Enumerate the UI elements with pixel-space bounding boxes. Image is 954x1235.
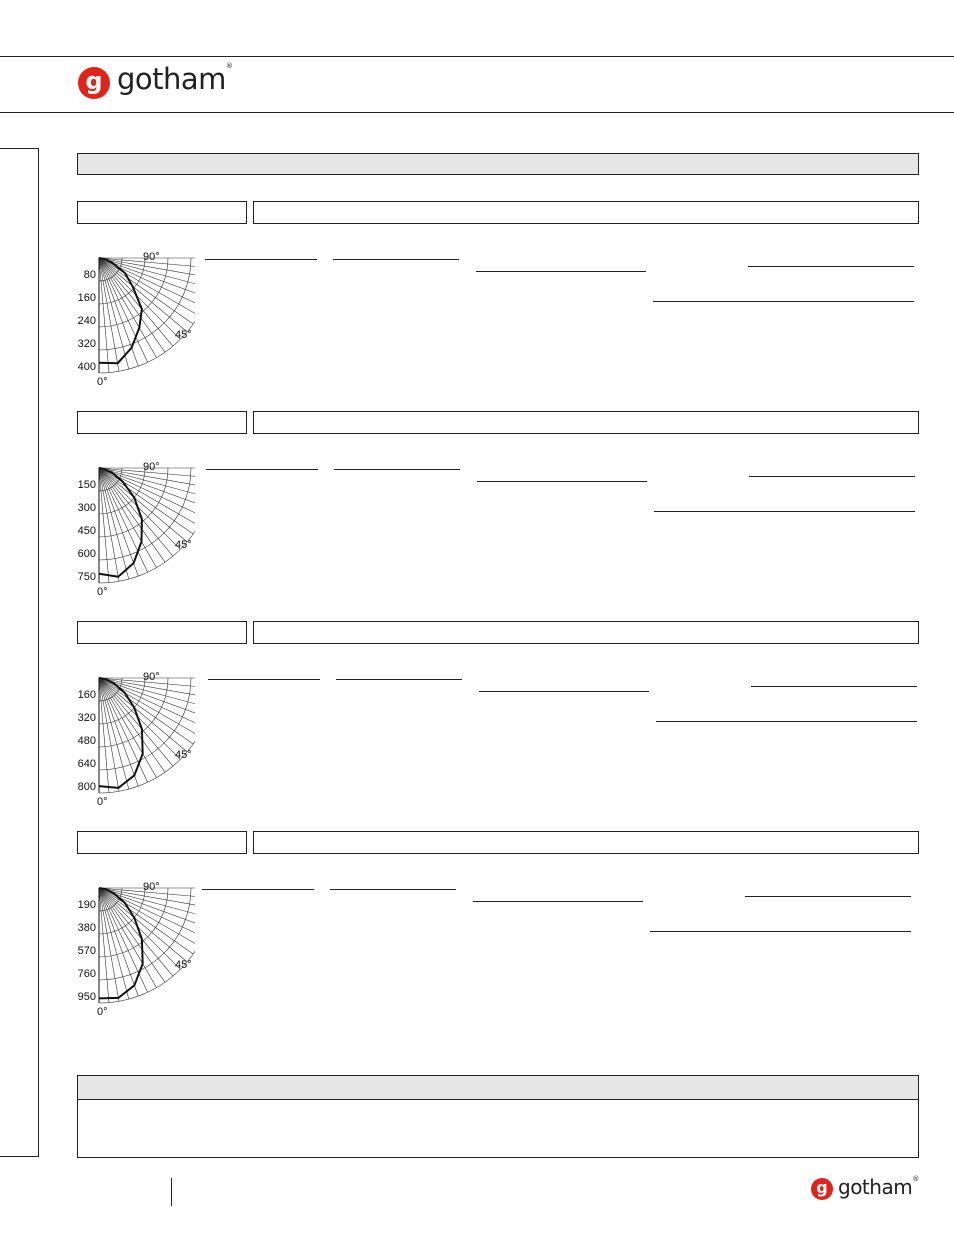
brand-name: gotham: [838, 1175, 913, 1199]
section-header-bar: [77, 153, 919, 175]
field-line-1: [202, 889, 314, 890]
candela-tick-label: 190: [77, 899, 96, 911]
candela-tick-label: 160: [77, 292, 96, 304]
candela-tick-label: 480: [77, 735, 96, 747]
candela-tick-label: 570: [77, 945, 96, 957]
field-line-3: [476, 271, 646, 272]
angle-label-top: 90°: [143, 671, 160, 683]
field-line-2: [336, 679, 462, 680]
angle-label-bottom: 0°: [97, 796, 108, 808]
polar-radial-gridline: [99, 468, 109, 583]
gotham-logo-icon: g: [811, 1178, 833, 1200]
candela-tick-label: 800: [77, 781, 96, 793]
angle-label-top: 90°: [143, 251, 160, 263]
candela-polar-chart: [70, 665, 195, 815]
angle-label-mid: 45°: [175, 749, 192, 761]
candela-tick-label: 150: [77, 479, 96, 491]
polar-radial-gridline: [99, 258, 129, 369]
angle-label-top: 90°: [143, 461, 160, 473]
row-label-box: [77, 201, 247, 224]
angle-label-bottom: 0°: [97, 376, 108, 388]
field-line-5: [653, 301, 914, 302]
row-label-box: [77, 621, 247, 644]
field-line-4: [748, 266, 914, 267]
candela-tick-label: 950: [77, 991, 96, 1003]
candela-distribution-curve: [99, 678, 143, 788]
candela-polar-svg: [70, 665, 195, 815]
field-line-5: [654, 511, 915, 512]
brand-wordmark: [117, 62, 232, 96]
candela-polar-chart: [70, 455, 195, 605]
candela-polar-svg: [70, 875, 195, 1025]
header-top-rule: [0, 56, 954, 57]
field-line-1: [205, 259, 317, 260]
candela-tick-label: 320: [77, 712, 96, 724]
brand-wordmark: [838, 1175, 919, 1199]
candela-tick-label: 760: [77, 968, 96, 980]
row-label-box: [77, 831, 247, 854]
field-line-3: [479, 691, 649, 692]
row-label-box: [77, 411, 247, 434]
candela-tick-label: 320: [77, 338, 96, 350]
sidebar-frame: [0, 148, 39, 1157]
field-line-5: [656, 721, 917, 722]
candela-tick-label: 400: [77, 361, 96, 373]
angle-label-bottom: 0°: [97, 586, 108, 598]
gotham-logo-icon: g: [78, 67, 110, 99]
field-line-2: [333, 259, 459, 260]
candela-tick-label: 380: [77, 922, 96, 934]
angle-label-top: 90°: [143, 881, 160, 893]
row-description-box: [253, 831, 919, 854]
angle-label-mid: 45°: [175, 539, 192, 551]
registered-mark: ®: [912, 1175, 919, 1183]
candela-polar-chart: [70, 245, 195, 395]
angle-label-bottom: 0°: [97, 1006, 108, 1018]
footer-divider: [171, 1178, 172, 1206]
candela-tick-label: 240: [77, 315, 96, 327]
field-line-4: [749, 476, 915, 477]
polar-radial-gridline: [99, 888, 109, 1003]
polar-radial-gridline: [99, 888, 129, 999]
polar-radial-gridline: [99, 678, 129, 789]
candela-tick-label: 600: [77, 548, 96, 560]
candela-tick-label: 80: [83, 269, 96, 281]
candela-tick-label: 750: [77, 571, 96, 583]
polar-radial-gridline: [99, 258, 109, 373]
field-line-3: [473, 901, 643, 902]
notes-box: [77, 1075, 919, 1158]
row-description-box: [253, 621, 919, 644]
candela-distribution-curve: [99, 468, 142, 577]
candela-polar-chart: [70, 875, 195, 1025]
candela-tick-label: 160: [77, 689, 96, 701]
candela-tick-label: 640: [77, 758, 96, 770]
field-line-1: [208, 679, 320, 680]
field-line-4: [745, 896, 911, 897]
candela-distribution-curve: [99, 888, 143, 998]
row-description-box: [253, 411, 919, 434]
field-line-2: [334, 469, 460, 470]
field-line-4: [751, 686, 917, 687]
field-line-5: [650, 931, 911, 932]
field-line-3: [477, 481, 647, 482]
header-bottom-rule: [0, 112, 954, 113]
angle-label-mid: 45°: [175, 959, 192, 971]
candela-polar-svg: [70, 455, 195, 605]
registered-mark: ®: [225, 62, 233, 70]
field-line-2: [330, 889, 456, 890]
polar-radial-gridline: [99, 678, 109, 793]
notes-header-bar: [78, 1076, 918, 1100]
candela-tick-label: 450: [77, 525, 96, 537]
row-description-box: [253, 201, 919, 224]
candela-polar-svg: [70, 245, 195, 395]
candela-tick-label: 300: [77, 502, 96, 514]
field-line-1: [206, 469, 318, 470]
brand-name: gotham: [117, 62, 226, 96]
angle-label-mid: 45°: [175, 329, 192, 341]
